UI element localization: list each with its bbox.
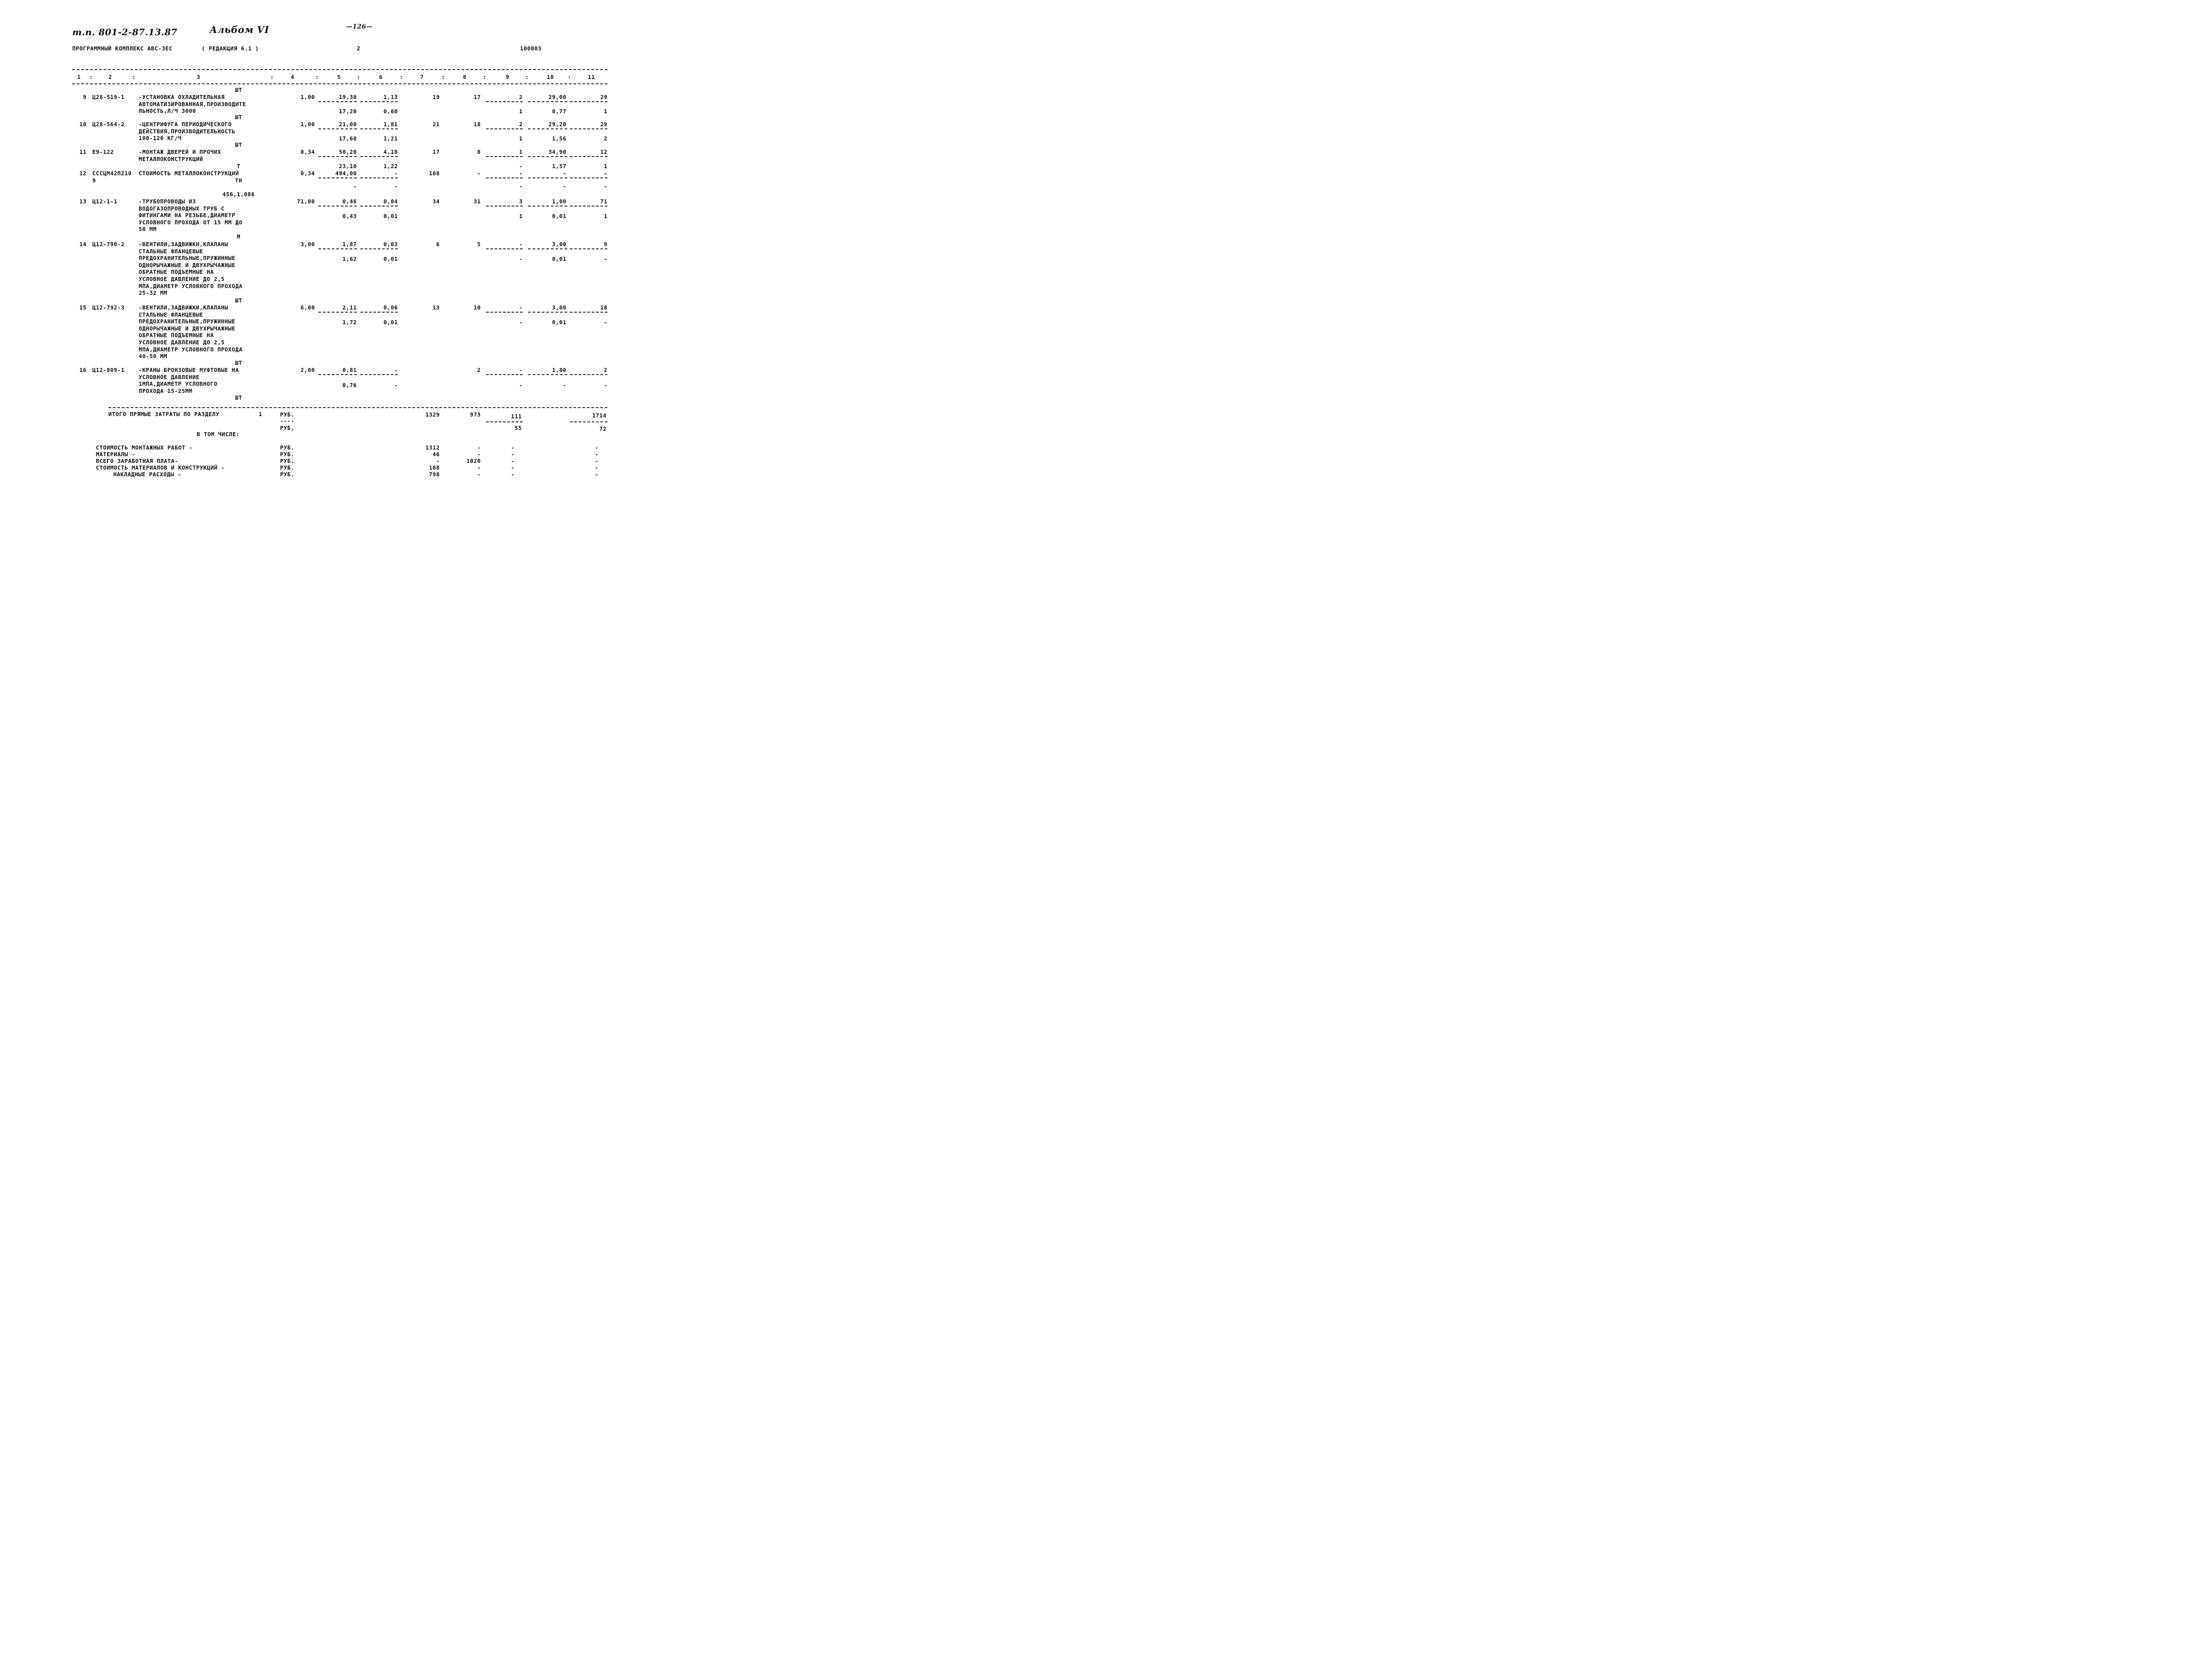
machinist-labour-total: - (603, 183, 607, 190)
breakdown-c8: 1020 (466, 458, 481, 464)
totals-label: ИТОГО ПРЯМЫЕ ЗАТРАТЫ ПО РАЗДЕЛУ (108, 411, 219, 417)
work-description-line: -ТРУБОПРОВОДЫ ИЗ (139, 198, 196, 205)
unit-label: ШТ (235, 359, 243, 366)
machinist-labour-norm: 0,01 (552, 213, 566, 219)
machinist-labour-total: - (603, 256, 607, 262)
rate-code: Ц12-792-3 (92, 304, 125, 311)
column-header-11: 11 (587, 74, 595, 80)
unit-cost-machines: 1,81 (383, 121, 398, 128)
unit-cost-wages: 23,10 (338, 163, 357, 169)
breakdown-c8: - (477, 464, 481, 471)
totals-c11-rule (570, 421, 607, 422)
row-number: 15 (79, 304, 87, 311)
cell-rule (570, 156, 607, 157)
breakdown-c11: - (594, 471, 598, 478)
totals-c8: 973 (470, 411, 481, 418)
breakdown-c9: - (511, 471, 515, 478)
machinist-labour-norm: 0,77 (552, 108, 566, 115)
machine-wages-total: - (519, 256, 523, 262)
sheet-number: 2 (357, 45, 361, 52)
rate-code-cont: 9 (92, 177, 96, 184)
column-separator: : (132, 74, 136, 80)
machine-cost: 3 (519, 198, 523, 205)
row-number: 14 (79, 241, 87, 248)
quantity: 0,34 (300, 170, 315, 177)
machinist-labour-total: 2 (603, 135, 607, 142)
cell-rule (486, 177, 523, 178)
cell-rule (570, 101, 607, 102)
work-description-line: ДЕЙСТВИЯ,ПРОИЗВОДИТЕЛЬНОСТЬ (139, 128, 235, 135)
unit-cost-wages: 1,62 (342, 256, 357, 262)
base-wages: 17 (473, 94, 481, 100)
machinist-labour-total: - (603, 382, 607, 388)
cell-rule (360, 248, 398, 249)
machinist-labour-total: 1 (603, 213, 607, 219)
cell-rule (360, 177, 398, 178)
unit-cost-total: 494,00 (335, 170, 357, 177)
cell-rule (360, 101, 398, 102)
rate-code: Ц28-519-1 (92, 94, 125, 100)
cell-rule (570, 248, 607, 249)
machine-wages-total: 1 (519, 135, 523, 142)
unit-label: 456,1,086 (222, 191, 255, 198)
labour-norm: 1,00 (552, 367, 566, 373)
column-separator: : (357, 74, 361, 80)
work-description-line: ЛЬНОСТЬ,Л/Ч 3000 (139, 107, 196, 115)
work-description-line: ПРЕДОХРАНИТЕЛЬНЫЕ,ПРУЖИННЫЕ (139, 255, 235, 262)
breakdown-c8: - (477, 451, 481, 458)
breakdown-c7: - (436, 458, 440, 464)
unit-label: ШТ (235, 87, 243, 93)
cell-rule (528, 101, 567, 102)
machine-wages: 0,01 (383, 256, 398, 262)
base-wages: 5 (477, 241, 481, 248)
cell-rule (570, 128, 607, 129)
base-wages: 8 (477, 149, 481, 155)
work-description-line: -ЦЕНТРИФУГА ПЕРИОДИЧЕСКОГО (139, 121, 232, 128)
document-code: 100003 (520, 45, 542, 52)
cell-rule (360, 156, 398, 157)
column-separator: : (442, 74, 446, 80)
cell-rule (486, 312, 523, 313)
unit-cost-total: 19,30 (338, 94, 357, 100)
labour-norm: 3,00 (552, 241, 566, 248)
machine-wages-total: 1 (519, 108, 523, 115)
quantity: 1,00 (300, 121, 315, 128)
machine-cost: - (519, 241, 523, 248)
machinist-labour-norm: 0,01 (552, 256, 566, 262)
work-description-line: -ВЕНТИЛИ,ЗАДВИЖКИ,КЛАПАНЫ (139, 241, 228, 248)
base-wages: 2 (477, 367, 481, 373)
work-description-line: СТАЛЬНЫЕ ФЛАНЦЕВЫЕ (139, 248, 203, 255)
work-description-line: СТАЛЬНЫЕ ФЛАНЦЕВЫЕ (139, 311, 203, 318)
work-description-line: -МОНТАЖ ДВЕРЕЙ И ПРОЧИХ (139, 149, 221, 155)
totals-unit: РУБ. (280, 411, 295, 418)
unit-cost-machines: 0,03 (383, 241, 398, 248)
work-description-line: ОДНОРЫЧАЖНЫЕ И ДВУХРЫЧАЖНЫЕ (139, 261, 235, 268)
labour-total: 2 (603, 367, 607, 373)
unit-cost-total: 50,20 (338, 149, 357, 155)
machine-wages: - (394, 382, 398, 388)
labour-total: 18 (600, 304, 607, 311)
unit-cost-machines: 0,06 (383, 304, 398, 311)
quantity: 3,00 (300, 241, 315, 248)
labour-total: 29 (600, 121, 607, 128)
breakdown-c11: - (594, 458, 598, 464)
labour-total: 71 (600, 198, 607, 205)
cell-rule (528, 248, 567, 249)
work-description-line: УСЛОВНОГО ПРОХОДА ОТ 15 ММ ДО (139, 219, 243, 226)
breakdown-c7: 798 (429, 471, 440, 478)
machine-cost: - (519, 304, 523, 311)
work-description-line: ФИТИНГАМИ НА РЕЗЬБЕ,ДИАМЕТР (139, 212, 235, 219)
machine-wages: 0,01 (383, 319, 398, 326)
machine-wages-total: - (519, 319, 523, 326)
column-header-10: 10 (546, 74, 554, 80)
cell-rule (318, 374, 357, 375)
cell-rule (570, 177, 607, 178)
rate-code: Ц12-1-1 (92, 198, 118, 205)
unit-cost-machines: - (394, 170, 398, 177)
cell-rule (318, 101, 357, 102)
machinist-labour-norm: 0,01 (552, 319, 566, 326)
breakdown-unit: РУБ. (280, 458, 295, 464)
unit-cost-wages: 17,60 (338, 135, 357, 142)
row-number: 10 (79, 121, 87, 128)
unit-label: Т (236, 163, 241, 169)
quantity: 0,34 (300, 149, 315, 155)
machine-cost: 1 (519, 149, 523, 155)
work-description-line: ПРЕДОХРАНИТЕЛЬНЫЕ,ПРУЖИННЫЕ (139, 318, 235, 325)
row-number: 16 (79, 367, 87, 373)
cell-rule (360, 312, 398, 313)
including-label: В ТОМ ЧИСЛЕ: (197, 431, 240, 437)
cell-rule (528, 374, 567, 375)
breakdown-label: СТОИМОСТЬ МАТЕРИАЛОВ И КОНСТРУКЦИЙ - (96, 464, 225, 471)
breakdown-c9: - (511, 444, 515, 451)
labour-norm: 1,00 (552, 198, 566, 205)
cell-rule (318, 128, 357, 129)
breakdown-label: ВСЕГО ЗАРАБОТНАЯ ПЛАТА- (96, 458, 178, 464)
page-number: —126— (346, 23, 373, 30)
unit-label: ШТ (235, 297, 243, 304)
work-description-line: -КРАНЫ БРОНЗОВЫЕ МУФТОВЫЕ НА (139, 367, 239, 373)
cell-rule (318, 248, 357, 249)
labour-total: - (603, 170, 607, 177)
unit-cost-total: 21,00 (338, 121, 357, 128)
work-description-line: ВОДОГАЗОПРОВОДНЫХ ТРУБ С (139, 205, 225, 212)
unit-cost-total: 1,87 (342, 241, 357, 248)
total-cost: 17 (432, 149, 440, 155)
machinist-labour-total: - (603, 319, 607, 326)
breakdown-label: НАКЛАДНЫЕ РАСХОДЫ - (113, 471, 182, 478)
work-description-line: 50 ММ (139, 226, 157, 233)
unit-cost-wages: 0,76 (342, 382, 357, 388)
totals-unit-2: РУБ, (280, 425, 295, 431)
machine-cost: 2 (519, 121, 523, 128)
work-description-line: МПА,ДИАМЕТР УСЛОВНОГО ПРОХОДА (139, 282, 243, 289)
work-description-line: ОБРАТНЫЕ ПОДЪЕМНЫЕ НА (139, 332, 214, 339)
base-wages: 18 (473, 121, 481, 128)
total-cost: 21 (432, 121, 440, 128)
unit-cost-wages: 1,72 (342, 319, 357, 326)
unit-cost-wages: - (353, 183, 357, 190)
machine-wages-total: - (519, 163, 523, 169)
breakdown-unit: РУБ. (280, 444, 295, 451)
machinist-labour-total: 1 (603, 108, 607, 115)
labour-total: 12 (600, 149, 607, 155)
breakdown-c9: - (511, 451, 515, 458)
program-title: ПРОГРАММНЫЙ КОМПЛЕКС АВС-3ЕС (72, 45, 173, 52)
work-description-line: 100-120 КГ/Ч (139, 135, 182, 142)
totals-c11: 1714 (592, 412, 607, 419)
column-header-6: 6 (379, 74, 383, 80)
labour-total: 9 (603, 241, 607, 248)
breakdown-c8: - (477, 444, 481, 451)
machine-cost: 2 (519, 94, 523, 100)
work-description-line: АВТОМАТИЗИРОВАННАЯ,ПРОИЗВОДИТЕ (139, 100, 246, 107)
cell-rule (486, 128, 523, 129)
total-cost: 19 (432, 94, 440, 100)
album-label: Альбом VI (210, 24, 269, 35)
unit-label: М (236, 233, 241, 240)
labour-norm: - (562, 170, 566, 177)
breakdown-label: МАТЕРИАЛЫ - (96, 451, 136, 458)
rate-code: Ц28-564-2 (92, 121, 125, 128)
breakdown-unit: РУБ. (280, 471, 295, 478)
header-rule-bottom (72, 83, 607, 84)
row-number: 9 (83, 94, 87, 100)
machine-wages-total: - (519, 382, 523, 388)
column-header-3: 3 (196, 74, 201, 80)
machine-wages: - (394, 183, 398, 190)
machine-cost: - (519, 367, 523, 373)
cell-rule (528, 156, 567, 157)
unit-label: ШТ (235, 114, 243, 120)
breakdown-c9: - (511, 464, 515, 471)
cell-rule (318, 177, 357, 178)
machine-wages-total: - (519, 183, 523, 190)
rate-code: Ц12-790-2 (92, 241, 125, 248)
work-description-line: МЕТАЛЛОКОНСТРУКЦИЙ (139, 155, 203, 162)
breakdown-label: СТОИМОСТЬ МОНТАЖНЫХ РАБОТ - (96, 444, 193, 451)
column-header-9: 9 (505, 74, 510, 80)
work-description-line: 25-32 ММ (139, 289, 168, 297)
cell-rule (318, 156, 357, 157)
cell-rule (486, 156, 523, 157)
unit-cost-total: 0,46 (342, 198, 357, 205)
work-description-line: 1МПА,ДИАМЕТР УСЛОВНОГО (139, 380, 218, 388)
doc-code: т.п. 801-2-87.13.87 (72, 27, 177, 37)
unit-label: ШТ (235, 141, 243, 148)
machine-cost: - (519, 170, 523, 177)
unit-cost-machines: 0,04 (383, 198, 398, 205)
totals-c7: 1329 (425, 411, 440, 418)
column-separator: : (89, 74, 93, 80)
machinist-labour-norm: - (562, 183, 566, 190)
breakdown-c11: - (594, 444, 598, 451)
base-wages: - (477, 170, 481, 177)
machine-wages: 1,22 (383, 163, 398, 169)
totals-rule (108, 407, 607, 408)
column-header-5: 5 (337, 74, 341, 80)
quantity: 71,00 (297, 198, 315, 205)
labour-norm: 3,00 (552, 304, 566, 311)
column-header-7: 7 (420, 74, 424, 80)
work-description-line: УСЛОВНОЕ ДАВЛЕНИЕ (139, 373, 200, 380)
machinist-labour-norm: 1,57 (552, 163, 566, 169)
unit-cost-total: 2,11 (342, 304, 357, 311)
unit-cost-machines: 1,13 (383, 94, 398, 100)
total-cost: 34 (432, 198, 440, 205)
column-separator: : (270, 74, 274, 80)
breakdown-c11: - (594, 464, 598, 471)
unit-cost-machines: 4,10 (383, 149, 398, 155)
column-separator: : (400, 74, 404, 80)
unit-label: ТН (235, 177, 243, 184)
labour-norm: 29,00 (548, 94, 566, 100)
totals-c11b: 72 (599, 425, 607, 432)
work-description-line: ОДНОРЫЧАЖНЫЕ И ДВУХРЫЧАЖНЫЕ (139, 325, 235, 332)
total-cost: 6 (436, 241, 440, 248)
rate-code: Е9-122 (92, 149, 114, 155)
labour-norm: 34,90 (548, 149, 566, 155)
totals-unit-rule: ---- (280, 417, 295, 424)
breakdown-unit: РУБ. (280, 451, 295, 458)
cell-rule (318, 312, 357, 313)
machine-wages: 1,21 (383, 135, 398, 142)
machine-wages: 0,01 (383, 213, 398, 219)
cell-rule (486, 101, 523, 102)
column-separator: : (525, 74, 529, 80)
column-header-2: 2 (108, 74, 112, 80)
breakdown-c8: - (477, 471, 481, 478)
unit-cost-wages: 17,20 (338, 108, 357, 115)
quantity: 1,00 (300, 94, 315, 100)
work-description-line: УСЛОВНОЕ ДАВЛЕНИЕ ДО 2,5 (139, 339, 225, 346)
cell-rule (486, 248, 523, 249)
cell-rule (570, 374, 607, 375)
unit-cost-machines: - (394, 367, 398, 373)
cell-rule (528, 128, 567, 129)
quantity: 6,00 (300, 304, 315, 311)
base-wages: 31 (473, 198, 481, 205)
column-header-1: 1 (77, 74, 81, 80)
machine-wages: 0,60 (383, 108, 398, 115)
totals-section: 1 (259, 411, 263, 417)
work-description-line: СТОИМОСТЬ МЕТАЛЛОКОНСТРУКЦИЙ (139, 170, 239, 177)
column-separator: : (315, 74, 319, 80)
machine-wages-total: 1 (519, 213, 523, 219)
breakdown-c7: 46 (432, 451, 440, 458)
column-header-4: 4 (290, 74, 295, 80)
quantity: 2,00 (300, 367, 315, 373)
base-wages: 10 (473, 304, 481, 311)
column-separator: : (483, 74, 487, 80)
work-description-line: ОБРАТНЫЕ ПОДЪЕМНЫЕ НА (139, 268, 214, 276)
column-header-8: 8 (462, 74, 467, 80)
totals-c9: 111 (511, 413, 522, 420)
machinist-labour-total: 1 (603, 163, 607, 169)
cell-rule (486, 374, 523, 375)
header-rule-top (72, 69, 607, 70)
rate-code: Ц12-809-1 (92, 367, 125, 373)
work-description-line: -УСТАНОВКА ОХЛАДИТЕЛЬНАЯ (139, 94, 225, 100)
work-description-line: МПА,ДИАМЕТР УСЛОВНОГО ПРОХОДА (139, 346, 243, 353)
total-cost: 168 (429, 170, 440, 177)
column-separator: : (568, 74, 572, 80)
machinist-labour-norm: 1,56 (552, 135, 566, 142)
breakdown-c9: - (511, 458, 515, 464)
edition-label: ( РЕДАКЦИЯ 6.1 ) (202, 45, 259, 52)
cell-rule (360, 128, 398, 129)
labour-norm: 29,20 (548, 121, 566, 128)
totals-c9-rule (486, 421, 523, 422)
labour-total: 29 (600, 94, 607, 100)
breakdown-c11: - (594, 451, 598, 458)
cell-rule (528, 312, 567, 313)
work-description-line: 40-50 ММ (139, 353, 168, 360)
cell-rule (528, 177, 567, 178)
breakdown-unit: РУБ. (280, 464, 295, 471)
work-description-line: ПРОХОДА 15-25ММ (139, 387, 193, 394)
machinist-labour-norm: - (562, 382, 566, 388)
rate-code: СССЦМ42П210 (92, 170, 132, 177)
unit-label: ШТ (235, 394, 243, 401)
unit-cost-total: 0,81 (342, 367, 357, 373)
cell-rule (570, 312, 607, 313)
breakdown-c7: 168 (429, 464, 440, 471)
work-description-line: УСЛОВНОЕ ДАВЛЕНИЕ ДО 2,5 (139, 276, 225, 282)
breakdown-c7: 1312 (425, 444, 440, 451)
row-number: 12 (79, 170, 87, 177)
totals-c9b: 55 (514, 425, 522, 431)
unit-cost-wages: 0,43 (342, 213, 357, 219)
work-description-line: -ВЕНТИЛИ,ЗАДВИЖКИ,КЛАПАНЫ (139, 304, 228, 311)
row-number: 13 (79, 198, 87, 205)
total-cost: 13 (432, 304, 440, 311)
cell-rule (360, 374, 398, 375)
row-number: 11 (79, 149, 87, 155)
